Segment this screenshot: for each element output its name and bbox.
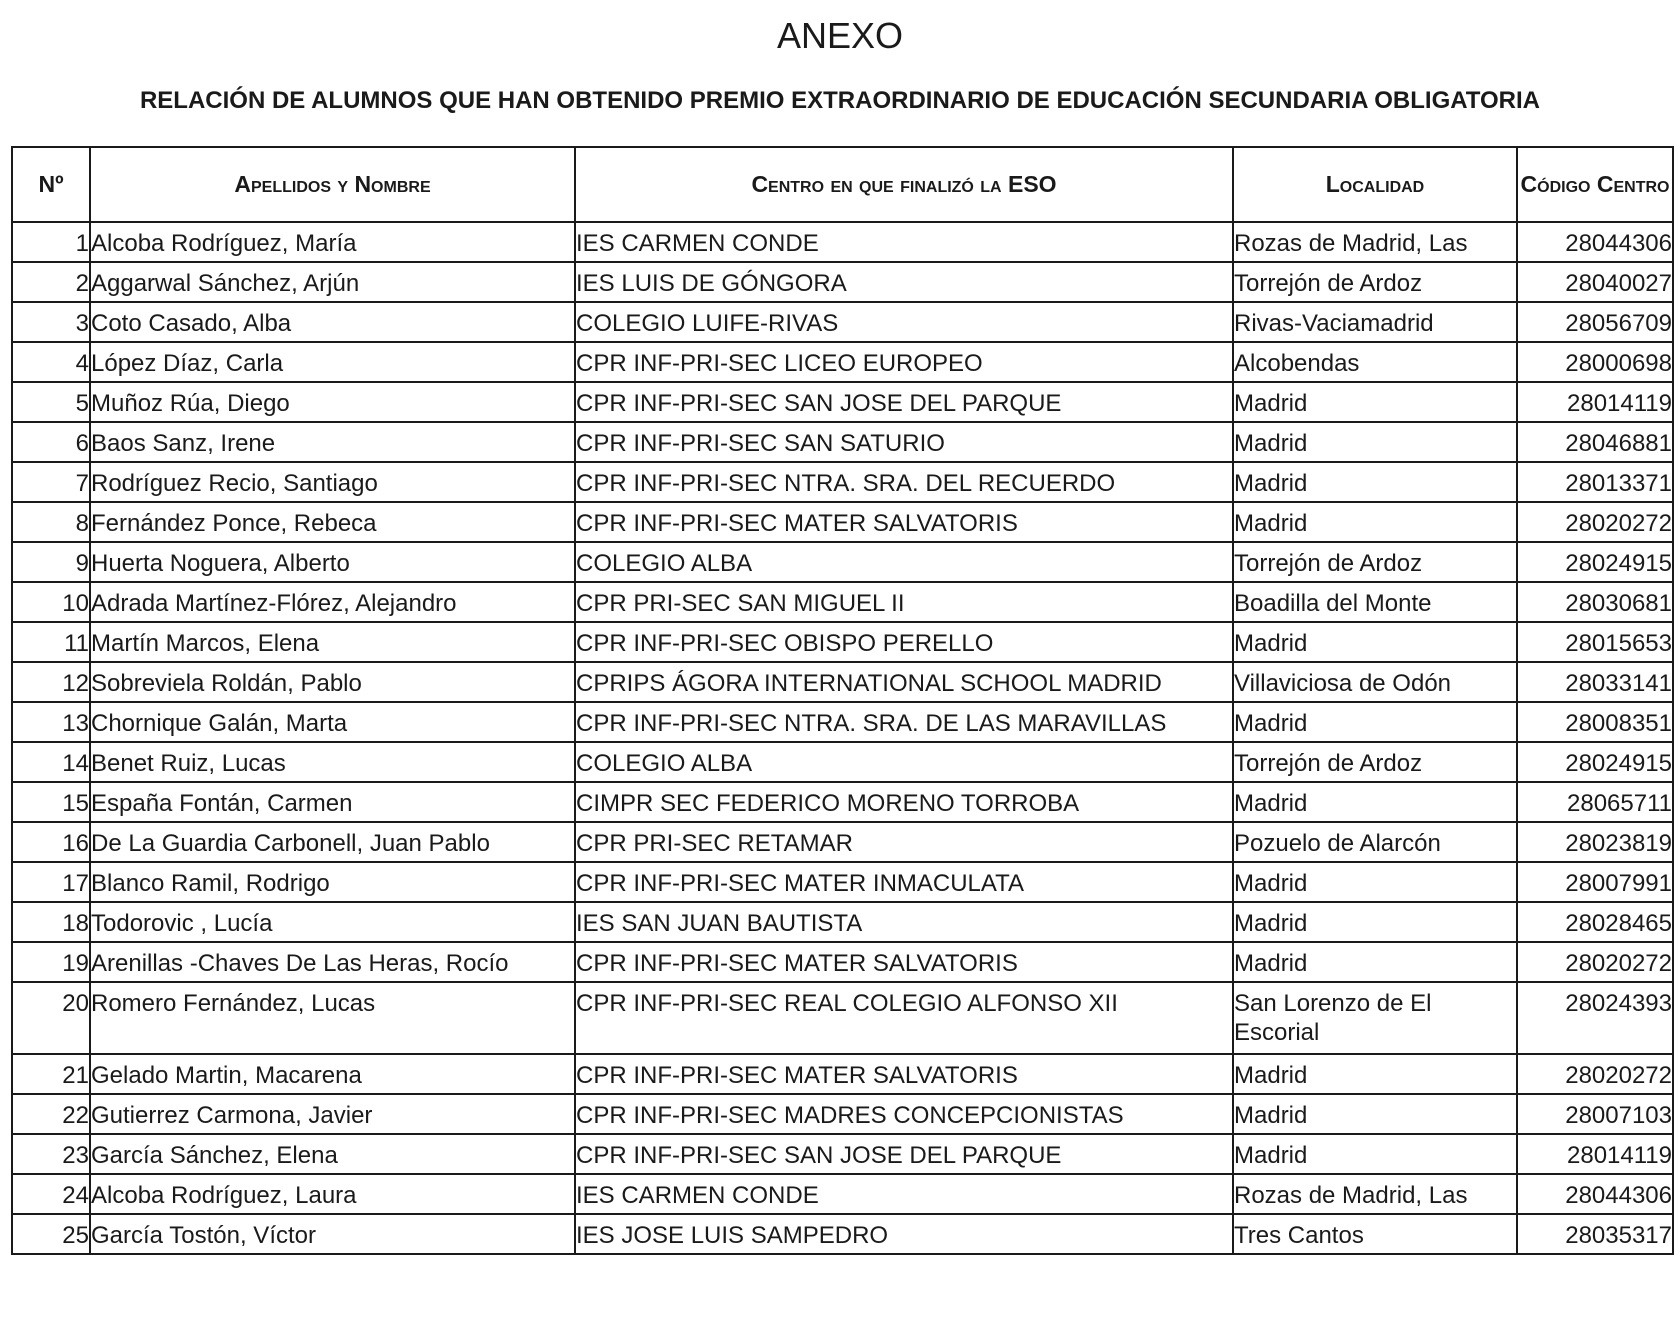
cell-town: Madrid [1233, 462, 1517, 502]
table-row [12, 862, 1673, 902]
table-row [12, 1174, 1673, 1214]
table-row [12, 942, 1673, 982]
cell-code: 28014119 [1517, 1134, 1673, 1174]
cell-town: Tres Cantos [1233, 1214, 1517, 1254]
cell-num: 11 [12, 622, 90, 662]
table-row [12, 302, 1673, 342]
cell-code: 28040027 [1517, 262, 1673, 302]
cell-num: 12 [12, 662, 90, 702]
cell-code: 28020272 [1517, 502, 1673, 542]
cell-center: COLEGIO LUIFE-RIVAS [575, 302, 1233, 342]
cell-code: 28014119 [1517, 382, 1673, 422]
cell-code: 28065711 [1517, 782, 1673, 822]
table-row [12, 1094, 1673, 1134]
header-num: Nº [12, 147, 90, 222]
cell-town: Madrid [1233, 1094, 1517, 1134]
cell-num: 4 [12, 342, 90, 382]
table-row [12, 222, 1673, 262]
header-center: Centro en que finalizó la ESO [575, 147, 1233, 222]
cell-name: Benet Ruiz, Lucas [90, 742, 575, 782]
cell-town: Madrid [1233, 902, 1517, 942]
cell-town: Torrejón de Ardoz [1233, 742, 1517, 782]
cell-num: 17 [12, 862, 90, 902]
cell-center: CPR INF-PRI-SEC MATER SALVATORIS [575, 502, 1233, 542]
cell-code: 28024393 [1517, 982, 1673, 1054]
table-row [12, 662, 1673, 702]
cell-name: Fernández Ponce, Rebeca [90, 502, 575, 542]
cell-code: 28007103 [1517, 1094, 1673, 1134]
table-body [12, 222, 1673, 1254]
cell-num: 10 [12, 582, 90, 622]
cell-town: Madrid [1233, 942, 1517, 982]
cell-town: Madrid [1233, 782, 1517, 822]
cell-code: 28033141 [1517, 662, 1673, 702]
table-row [12, 462, 1673, 502]
cell-name: López Díaz, Carla [90, 342, 575, 382]
cell-town: Madrid [1233, 1054, 1517, 1094]
table-row [12, 542, 1673, 582]
cell-center: IES CARMEN CONDE [575, 1174, 1233, 1214]
cell-name: Blanco Ramil, Rodrigo [90, 862, 575, 902]
cell-name: Coto Casado, Alba [90, 302, 575, 342]
cell-town: Madrid [1233, 502, 1517, 542]
cell-num: 6 [12, 422, 90, 462]
cell-name: Alcoba Rodríguez, María [90, 222, 575, 262]
cell-name: Gutierrez Carmona, Javier [90, 1094, 575, 1134]
table-row [12, 622, 1673, 662]
header-town: Localidad [1233, 147, 1517, 222]
cell-town: Alcobendas [1233, 342, 1517, 382]
cell-code: 28030681 [1517, 582, 1673, 622]
page-subtitle: RELACIÓN DE ALUMNOS QUE HAN OBTENIDO PREMIO EXTRAORDINARIO DE EDUCACIÓN SECUNDARIA OBLIGATORIA [139, 87, 1541, 114]
cell-num: 22 [12, 1094, 90, 1134]
cell-name: Arenillas -Chaves De Las Heras, Rocío [90, 942, 575, 982]
cell-name: España Fontán, Carmen [90, 782, 575, 822]
cell-name: Martín Marcos, Elena [90, 622, 575, 662]
cell-code: 28044306 [1517, 1174, 1673, 1214]
cell-code: 28000698 [1517, 342, 1673, 382]
cell-name: Todorovic , Lucía [90, 902, 575, 942]
cell-center: COLEGIO ALBA [575, 742, 1233, 782]
table-row [12, 902, 1673, 942]
cell-name: García Sánchez, Elena [90, 1134, 575, 1174]
cell-center: CPR PRI-SEC RETAMAR [575, 822, 1233, 862]
cell-center: CPR INF-PRI-SEC SAN JOSE DEL PARQUE [575, 1134, 1233, 1174]
cell-town: Madrid [1233, 1134, 1517, 1174]
cell-center: IES LUIS DE GÓNGORA [575, 262, 1233, 302]
table-row [12, 422, 1673, 462]
cell-num: 16 [12, 822, 90, 862]
cell-town: San Lorenzo de El Escorial [1233, 982, 1517, 1054]
table-row [12, 502, 1673, 542]
cell-code: 28020272 [1517, 1054, 1673, 1094]
cell-code: 28046881 [1517, 422, 1673, 462]
cell-num: 23 [12, 1134, 90, 1174]
header-name: Apellidos y Nombre [90, 147, 575, 222]
cell-code: 28013371 [1517, 462, 1673, 502]
cell-num: 7 [12, 462, 90, 502]
table-row [12, 702, 1673, 742]
table-row [12, 742, 1673, 782]
cell-center: CPR INF-PRI-SEC NTRA. SRA. DE LAS MARAVILLAS [575, 702, 1233, 742]
table-row [12, 1214, 1673, 1254]
header-code: Código Centro [1517, 147, 1673, 222]
cell-name: Adrada Martínez-Flórez, Alejandro [90, 582, 575, 622]
cell-center: CPRIPS ÁGORA INTERNATIONAL SCHOOL MADRID [575, 662, 1233, 702]
cell-num: 3 [12, 302, 90, 342]
cell-name: Gelado Martin, Macarena [90, 1054, 575, 1094]
table-row [12, 1134, 1673, 1174]
cell-code: 28028465 [1517, 902, 1673, 942]
cell-code: 28023819 [1517, 822, 1673, 862]
cell-name: Alcoba Rodríguez, Laura [90, 1174, 575, 1214]
cell-num: 8 [12, 502, 90, 542]
cell-name: García Tostón, Víctor [90, 1214, 575, 1254]
cell-center: CPR INF-PRI-SEC SAN SATURIO [575, 422, 1233, 462]
cell-center: CPR PRI-SEC SAN MIGUEL II [575, 582, 1233, 622]
cell-center: CPR INF-PRI-SEC REAL COLEGIO ALFONSO XII [575, 982, 1233, 1054]
cell-town: Villaviciosa de Odón [1233, 662, 1517, 702]
cell-center: CPR INF-PRI-SEC NTRA. SRA. DEL RECUERDO [575, 462, 1233, 502]
cell-code: 28020272 [1517, 942, 1673, 982]
table-row [12, 782, 1673, 822]
cell-name: Huerta Noguera, Alberto [90, 542, 575, 582]
table-row [12, 382, 1673, 422]
cell-code: 28008351 [1517, 702, 1673, 742]
students-table [11, 146, 1674, 1255]
cell-town: Rozas de Madrid, Las [1233, 1174, 1517, 1214]
table-row [12, 822, 1673, 862]
cell-num: 2 [12, 262, 90, 302]
cell-num: 13 [12, 702, 90, 742]
cell-num: 19 [12, 942, 90, 982]
cell-code: 28024915 [1517, 542, 1673, 582]
table-row [12, 982, 1673, 1054]
cell-center: IES CARMEN CONDE [575, 222, 1233, 262]
cell-num: 24 [12, 1174, 90, 1214]
cell-name: Aggarwal Sánchez, Arjún [90, 262, 575, 302]
cell-center: CPR INF-PRI-SEC MATER INMACULATA [575, 862, 1233, 902]
cell-town: Madrid [1233, 702, 1517, 742]
cell-num: 5 [12, 382, 90, 422]
cell-code: 28044306 [1517, 222, 1673, 262]
cell-name: Baos Sanz, Irene [90, 422, 575, 462]
cell-center: CIMPR SEC FEDERICO MORENO TORROBA [575, 782, 1233, 822]
cell-center: CPR INF-PRI-SEC LICEO EUROPEO [575, 342, 1233, 382]
table-row [12, 262, 1673, 302]
cell-num: 1 [12, 222, 90, 262]
cell-town: Madrid [1233, 622, 1517, 662]
cell-num: 9 [12, 542, 90, 582]
cell-code: 28024915 [1517, 742, 1673, 782]
cell-town: Madrid [1233, 862, 1517, 902]
cell-center: CPR INF-PRI-SEC SAN JOSE DEL PARQUE [575, 382, 1233, 422]
cell-town: Torrejón de Ardoz [1233, 262, 1517, 302]
cell-town: Madrid [1233, 422, 1517, 462]
cell-center: CPR INF-PRI-SEC MATER SALVATORIS [575, 942, 1233, 982]
cell-center: CPR INF-PRI-SEC OBISPO PERELLO [575, 622, 1233, 662]
cell-name: De La Guardia Carbonell, Juan Pablo [90, 822, 575, 862]
table-row [12, 342, 1673, 382]
cell-town: Madrid [1233, 382, 1517, 422]
cell-code: 28035317 [1517, 1214, 1673, 1254]
cell-code: 28056709 [1517, 302, 1673, 342]
cell-name: Rodríguez Recio, Santiago [90, 462, 575, 502]
cell-num: 18 [12, 902, 90, 942]
cell-code: 28015653 [1517, 622, 1673, 662]
cell-num: 15 [12, 782, 90, 822]
cell-center: IES JOSE LUIS SAMPEDRO [575, 1214, 1233, 1254]
cell-num: 14 [12, 742, 90, 782]
table-row [12, 1054, 1673, 1094]
cell-center: CPR INF-PRI-SEC MATER SALVATORIS [575, 1054, 1233, 1094]
cell-town: Rivas-Vaciamadrid [1233, 302, 1517, 342]
cell-center: COLEGIO ALBA [575, 542, 1233, 582]
table-row [12, 582, 1673, 622]
cell-num: 25 [12, 1214, 90, 1254]
table-header [12, 147, 1673, 222]
cell-town: Boadilla del Monte [1233, 582, 1517, 622]
cell-name: Chornique Galán, Marta [90, 702, 575, 742]
page-title: ANEXO [776, 15, 904, 56]
cell-town: Torrejón de Ardoz [1233, 542, 1517, 582]
cell-town: Rozas de Madrid, Las [1233, 222, 1517, 262]
cell-name: Sobreviela Roldán, Pablo [90, 662, 575, 702]
cell-center: CPR INF-PRI-SEC MADRES CONCEPCIONISTAS [575, 1094, 1233, 1134]
cell-center: IES SAN JUAN BAUTISTA [575, 902, 1233, 942]
cell-name: Romero Fernández, Lucas [90, 982, 575, 1054]
cell-town: Pozuelo de Alarcón [1233, 822, 1517, 862]
cell-code: 28007991 [1517, 862, 1673, 902]
cell-num: 21 [12, 1054, 90, 1094]
cell-num: 20 [12, 982, 90, 1054]
table-header-row [12, 147, 1673, 222]
cell-name: Muñoz Rúa, Diego [90, 382, 575, 422]
